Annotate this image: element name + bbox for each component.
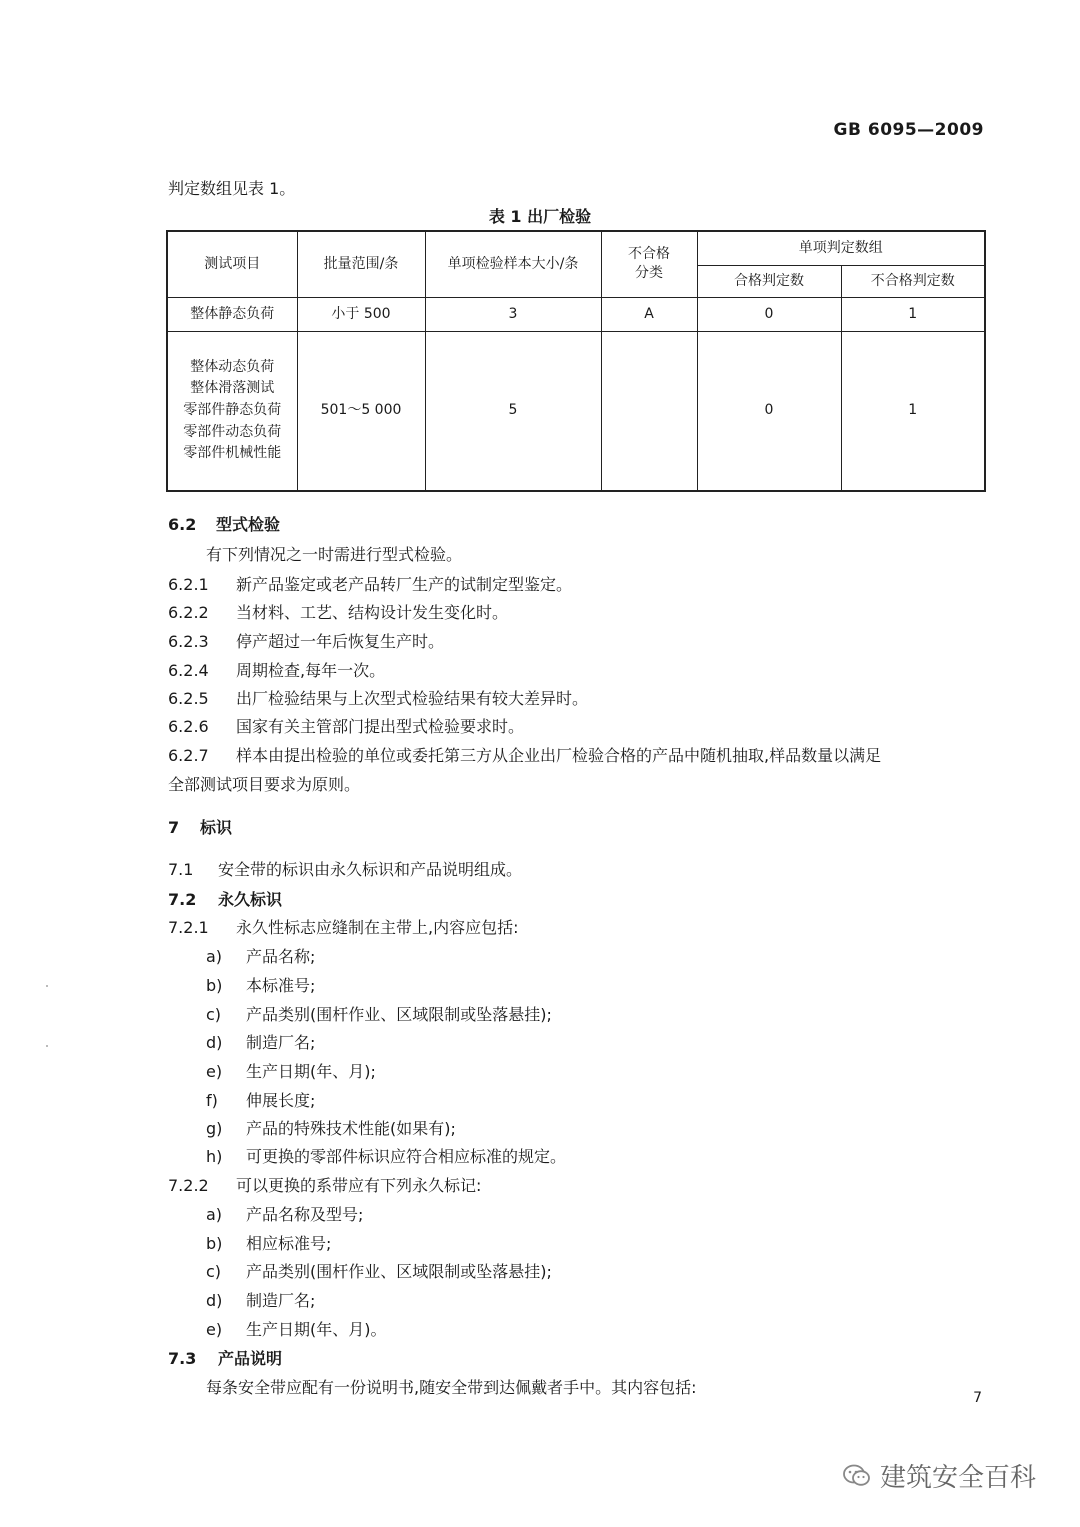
body-line: [206, 1259, 552, 1282]
body-line: [168, 815, 232, 838]
clause-text: 相应标准号;: [246, 1234, 332, 1253]
table-row: [167, 331, 985, 491]
body-line: [168, 572, 572, 595]
clause-number: d): [206, 1291, 223, 1310]
clause-number: a): [206, 1205, 223, 1224]
body-line: [168, 600, 508, 623]
body-line: [206, 542, 462, 565]
standard-code: GB 6095—2009: [833, 120, 984, 140]
clause-number: 6.2.5: [168, 689, 209, 708]
clause-text: 生产日期(年、月)。: [246, 1320, 387, 1339]
clause-number: 6.2.3: [168, 632, 209, 651]
cell-item: 零部件机械性能: [183, 445, 282, 462]
cell-item: 零部件动态负荷: [183, 423, 282, 440]
clause-number: a): [206, 947, 223, 966]
clause-number: b): [206, 1234, 223, 1253]
clause-number: 6.2.4: [168, 661, 209, 680]
cell-item: 整体动态负荷: [190, 358, 275, 375]
clause-number: e): [206, 1062, 223, 1081]
body-line: [168, 1346, 282, 1369]
clause-number: c): [206, 1005, 222, 1024]
clause-number: 7: [168, 818, 180, 837]
body-line: [168, 857, 522, 880]
body-line: [206, 1144, 566, 1167]
body-line: [168, 1173, 481, 1196]
header-batch: 批量范围/条: [297, 231, 425, 297]
clause-text: 产品说明: [218, 1349, 283, 1368]
cell-class: [601, 331, 697, 491]
cell-class: A: [601, 297, 697, 331]
clause-text: 产品的特殊技术性能(如果有);: [246, 1119, 456, 1138]
header-class-line1: 不合格: [628, 246, 670, 263]
table-row: [167, 297, 985, 331]
page-number: 7: [973, 1390, 982, 1406]
clause-number: g): [206, 1119, 223, 1138]
cell-item: 零部件静态负荷: [183, 401, 282, 418]
body-line: [168, 887, 282, 910]
body-line: [206, 1030, 315, 1053]
body-line: [206, 1375, 696, 1398]
body-line: [206, 944, 315, 967]
clause-text: 产品类别(围杆作业、区域限制或坠落悬挂);: [246, 1005, 552, 1024]
clause-text: 制造厂名;: [246, 1291, 316, 1310]
clause-text: 新产品鉴定或老产品转厂生产的试制定型鉴定。: [236, 575, 573, 594]
header-accept: 合格判定数: [697, 265, 841, 297]
body-line: [168, 629, 444, 652]
clause-text: 周期检查,每年一次。: [236, 661, 386, 680]
clause-text: 制造厂名;: [246, 1033, 316, 1052]
clause-text: 永久性标志应缝制在主带上,内容应包括:: [236, 918, 519, 937]
body-line: [206, 1059, 376, 1082]
body-line: [168, 772, 360, 795]
clause-text: 标识: [200, 818, 233, 837]
clause-text: 出厂检验结果与上次型式检验结果有较大差异时。: [236, 689, 589, 708]
clause-number: b): [206, 976, 223, 995]
header-reject: 不合格判定数: [841, 265, 985, 297]
clause-text: 国家有关主管部门提出型式检验要求时。: [236, 717, 525, 736]
cell-accept: 0: [697, 297, 841, 331]
clause-text: 永久标识: [218, 890, 283, 909]
watermark: [842, 1457, 1036, 1494]
table-title: 表 1 出厂检验: [488, 207, 592, 226]
clause-number: 7.1: [168, 860, 194, 879]
clause-text: 有下列情况之一时需进行型式检验。: [206, 545, 463, 564]
clause-text: 当材料、工艺、结构设计发生变化时。: [236, 603, 509, 622]
clause-number: c): [206, 1262, 222, 1281]
cell-items-list: [167, 331, 297, 491]
body-line: [168, 686, 588, 709]
clause-text: 伸展长度;: [246, 1091, 316, 1110]
clause-number: f): [206, 1091, 218, 1110]
wechat-icon: [842, 1463, 872, 1489]
clause-text: 安全带的标识由永久标识和产品说明组成。: [218, 860, 523, 879]
clause-number: 6.2.7: [168, 746, 209, 765]
header-class: [601, 231, 697, 297]
body-line: [206, 1288, 315, 1311]
body-line: [206, 1231, 331, 1254]
clause-number: d): [206, 1033, 223, 1052]
clause-number: h): [206, 1147, 223, 1166]
clause-text: 本标准号;: [246, 976, 316, 995]
cell-sample: 3: [425, 297, 601, 331]
clause-text: 可以更换的系带应有下列永久标记:: [236, 1176, 482, 1195]
body-line: [206, 1116, 456, 1139]
clause-number: e): [206, 1320, 223, 1339]
header-class-line2: 分类: [635, 265, 663, 282]
body-line: [206, 1202, 363, 1225]
clause-number: 6.2.2: [168, 603, 209, 622]
cell-batch: 小于 500: [297, 297, 425, 331]
body-line: [168, 658, 385, 681]
clause-number: 7.2: [168, 890, 197, 909]
clause-text: 产品类别(围杆作业、区域限制或坠落悬挂);: [246, 1262, 552, 1281]
body-line: [206, 1002, 552, 1025]
body-line: [168, 743, 881, 766]
clause-number: 6.2: [168, 515, 197, 534]
clause-number: 6.2.6: [168, 717, 209, 736]
clause-text: 生产日期(年、月);: [246, 1062, 376, 1081]
clause-number: 7.2.2: [168, 1176, 209, 1195]
body-line: [206, 1317, 387, 1340]
cell-item: 整体静态负荷: [167, 297, 297, 331]
intro-text: 判定数组见表 1。: [168, 179, 296, 198]
body-line: [168, 512, 280, 535]
header-group: 单项判定数组: [697, 231, 985, 265]
clause-text: 产品名称及型号;: [246, 1205, 364, 1224]
body-line: [206, 1088, 315, 1111]
clause-text: 型式检验: [216, 515, 281, 534]
scan-speck: [46, 985, 48, 987]
clause-text: 每条安全带应配有一份说明书,随安全带到达佩戴者手中。其内容包括:: [206, 1378, 697, 1397]
watermark-text: 建筑安全百科: [880, 1463, 1037, 1493]
header-sample: 单项检验样本大小/条: [425, 231, 601, 297]
cell-item: 整体滑落测试: [190, 380, 275, 397]
inspection-table: [166, 230, 984, 492]
clause-text: 产品名称;: [246, 947, 316, 966]
cell-reject: 1: [841, 297, 985, 331]
clause-text: 样本由提出检验的单位或委托第三方从企业出厂检验合格的产品中随机抽取,样品数量以满足: [236, 746, 882, 765]
clause-number: 7.2.1: [168, 918, 209, 937]
scan-speck: [46, 1045, 48, 1047]
clause-text: 停产超过一年后恢复生产时。: [236, 632, 445, 651]
clause-number: 6.2.1: [168, 575, 209, 594]
cell-sample: 5: [425, 331, 601, 491]
cell-accept: 0: [697, 331, 841, 491]
clause-text: 可更换的零部件标识应符合相应标准的规定。: [246, 1147, 567, 1166]
cell-batch: 501～5 000: [297, 331, 425, 491]
body-line: [168, 915, 518, 938]
body-line: [206, 973, 315, 996]
clause-text: 全部测试项目要求为原则。: [168, 775, 361, 794]
clause-number: 7.3: [168, 1349, 197, 1368]
body-line: [168, 714, 524, 737]
cell-reject: 1: [841, 331, 985, 491]
header-item: 测试项目: [167, 231, 297, 297]
